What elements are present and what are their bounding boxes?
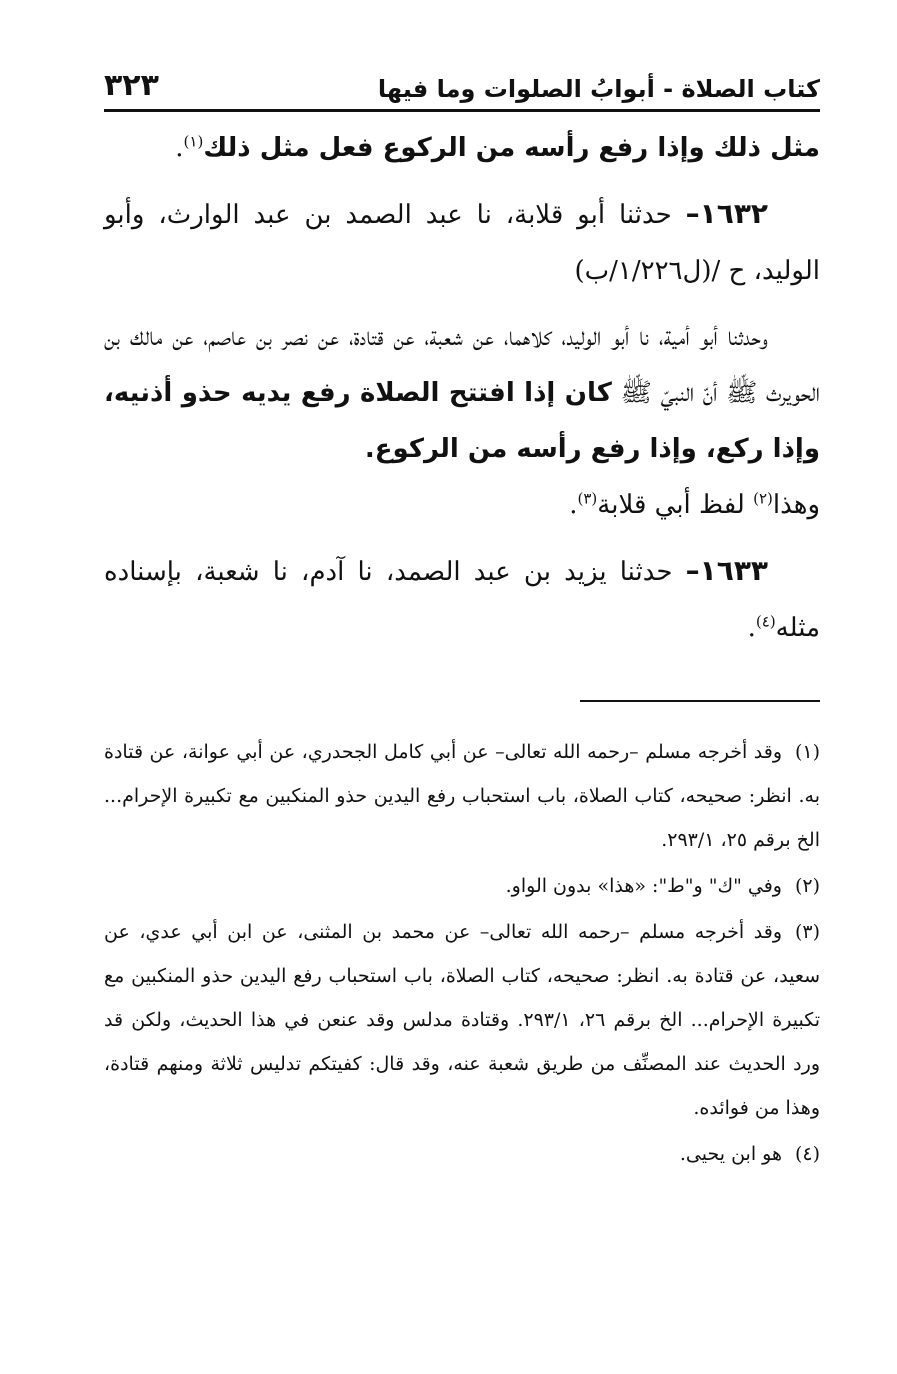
footnote-text: هو ابن يحيى. xyxy=(679,1143,782,1165)
footnote-text: وقد أخرجه مسلم –رحمه الله تعالى– عن محمد بن المثنى، عن ابن أبي عدي، عن سعيد، عن قتادة به. انظر: صحيحه، كتاب الصلاة، باب استحباب رفع اليدين حذو المنكبين مع تكبيرة الإحرام... الخ برقم ٢٦، ٢٩٣/١. وقتادة مدلس وقد عنعن في هذا الحديث، ولكن قد ورد الحديث عند المصنِّف من طريق شعبة عنه، وقد قال: كفيتكم تدليس ثلاثة ومنهم قتادة، وهذا من فوائده. xyxy=(104,921,820,1119)
footnote-marker: (٣) xyxy=(794,921,820,943)
footnote-ref-3: (٣) xyxy=(577,489,598,508)
hadith-1632 xyxy=(104,186,820,299)
hadith-isnad-2: وحدثنا أبو أمية، نا أبو الوليد، كلاهما، عن شعبة، عن قتادة، عن نصر بن عاصم، عن مالك بن الحويرث ﷺ أنّ النبيّ ﷺ xyxy=(104,322,820,408)
hadith-1632-chain-2 xyxy=(104,309,820,477)
footnote-1 xyxy=(104,730,820,862)
page-number: ٣٢٣ xyxy=(104,68,159,103)
hadith-1633 xyxy=(104,543,820,656)
hadith-number-1633: ١٦٣٣– xyxy=(685,554,768,587)
hadith-isnad-1633: حدثنا يزيد بن عبد الصمد، نا آدم، نا شعبة، بإسناده مثله xyxy=(104,557,820,643)
wording-note xyxy=(104,477,820,533)
hadith-matn-2: كان إذا افتتح الصلاة رفع يديه حذو أذنيه، وإذا ركع، وإذا رفع رأسه من الركوع. xyxy=(104,378,820,464)
footnote-marker: (٤) xyxy=(794,1143,820,1165)
hadith-isnad-1632: حدثنا أبو قلابة، نا عبد الصمد بن عبد الوارث، وأبو الوليد، ح /(ل١/٢٢٦/ب) xyxy=(104,200,820,286)
running-header xyxy=(104,66,820,112)
wording-note-b: لفظ أبي قلابة xyxy=(597,490,745,520)
footnote-4 xyxy=(104,1132,820,1176)
wording-note-a: وهذا xyxy=(772,490,820,520)
footnote-text: وقد أخرجه مسلم –رحمه الله تعالى– عن أبي كامل الجحدري، عن أبي عوانة، عن قتادة به. انظر: صحيحه، كتاب الصلاة، باب استحباب رفع اليدين حذو المنكبين مع تكبيرة الإحرام... الخ برقم ٢٥، ٢٩٣/١. xyxy=(104,741,820,851)
paragraph-continuation xyxy=(104,120,820,176)
footnote-ref-4: (٤) xyxy=(755,612,776,631)
main-text xyxy=(104,120,820,656)
punctuation: . xyxy=(747,613,756,643)
punctuation: . xyxy=(569,490,578,520)
chapter-title: كتاب الصلاة - أبوابُ الصلوات وما فيها xyxy=(377,75,820,103)
footnote-text: وفي "ك" و"ط": «هذا» بدون الواو. xyxy=(505,875,782,897)
footnote-ref-2: (٢) xyxy=(753,489,773,508)
footnote-marker: (١) xyxy=(794,741,820,763)
hadith-matn: مثل ذلك وإذا رفع رأسه من الركوع فعل مثل ذلك xyxy=(203,133,820,163)
footnotes xyxy=(104,730,820,1178)
footnote-marker: (٢) xyxy=(794,875,820,897)
footnote-ref-1: (١) xyxy=(183,132,204,151)
footnote-divider xyxy=(580,700,820,702)
footnote-3 xyxy=(104,910,820,1130)
footnote-2 xyxy=(104,864,820,908)
hadith-number-1632: ١٦٣٢– xyxy=(685,197,769,230)
punctuation: . xyxy=(175,133,184,163)
